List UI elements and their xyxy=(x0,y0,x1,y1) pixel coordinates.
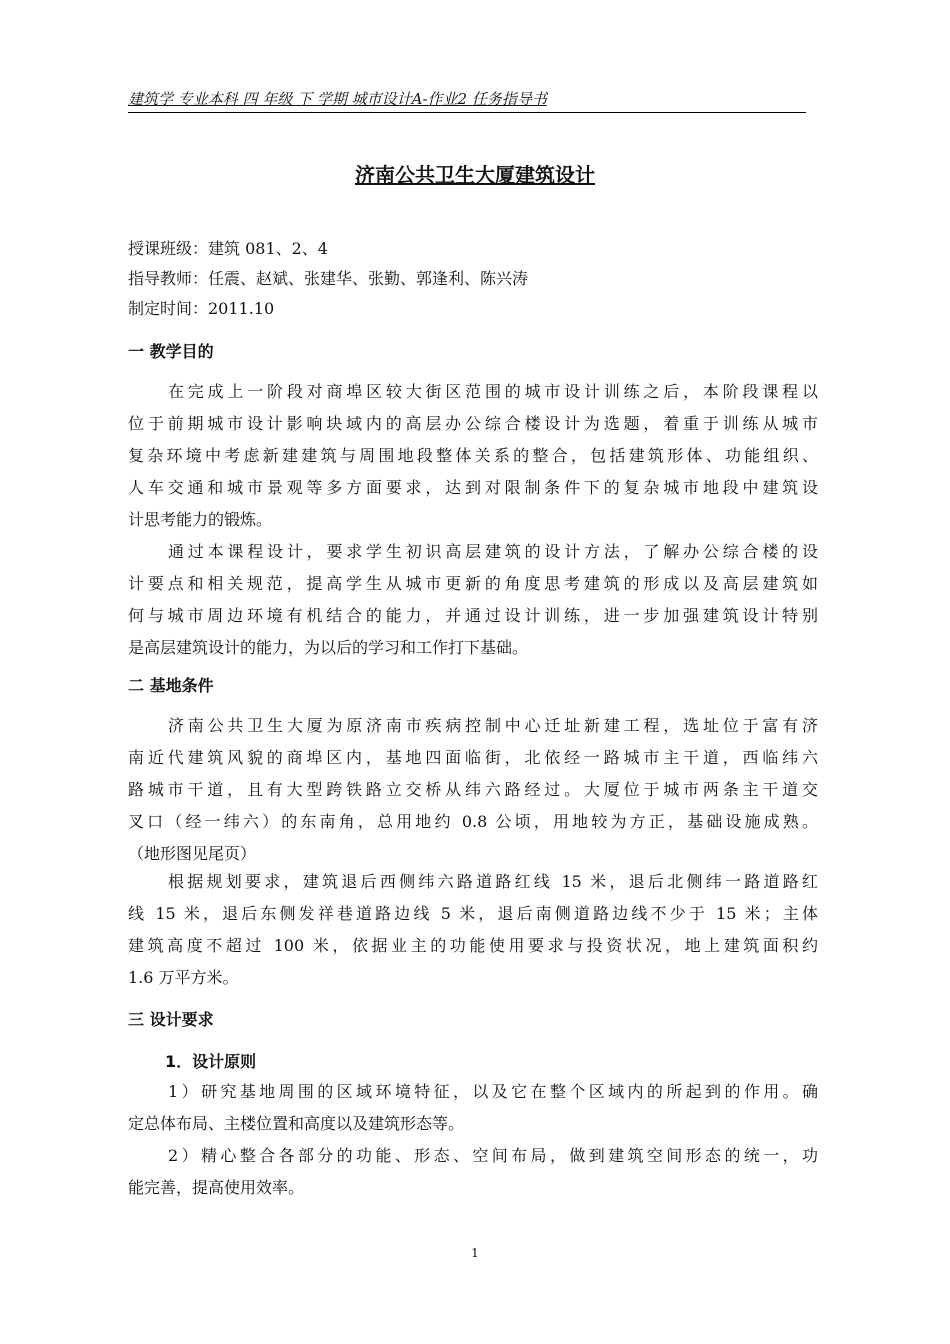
text-line: 1）研究基地周围的区域环境特征，以及它在整个区域内的所起到的作用。确 xyxy=(168,1082,818,1101)
paragraph-site-1 xyxy=(128,710,818,870)
text-line: 位于前期城市设计影响块域内的高层办公综合楼设计为选题，着重于训练从城市 xyxy=(128,414,818,433)
course-header-text: 建筑学 专业本科 四 年级 下 学期 城市设计A-作业2 任务指导书 xyxy=(128,90,547,108)
document-title-text: 济南公共卫生大厦建筑设计 xyxy=(355,163,595,187)
text-line: （地形图见尾页） xyxy=(128,844,257,863)
section-heading-teaching-goals: 一 教学目的 xyxy=(128,342,214,361)
text-line: 济南公共卫生大厦为原济南市疾病控制中心迁址新建工程，选址位于富有济 xyxy=(168,716,818,735)
meta-teachers: 指导教师：任震、赵斌、张建华、张勤、郭逢利、陈兴涛 xyxy=(128,269,529,288)
text-line: 在完成上一阶段对商埠区较大街区范围的城市设计训练之后，本阶段课程以 xyxy=(168,382,818,401)
course-header xyxy=(128,88,806,113)
paragraph-site-2 xyxy=(128,866,818,994)
page-number: 1 xyxy=(471,1246,479,1260)
text-line: 叉口（经一纬六）的东南角，总用地约 0.8 公顷，用地较为方正，基础设施成熟。 xyxy=(128,812,818,831)
section-heading-design-requirements: 三 设计要求 xyxy=(128,1010,214,1029)
text-line: 复杂环境中考虑新建建筑与周围地段整体关系的整合，包括建筑形体、功能组织、 xyxy=(128,446,818,465)
text-line: 1.6 万平方米。 xyxy=(128,968,239,987)
text-line: 能完善，提高使用效率。 xyxy=(128,1178,305,1197)
subheading-design-principles: 1．设计原则 xyxy=(165,1052,257,1071)
text-line: 计思考能力的锻炼。 xyxy=(128,510,273,529)
paragraph-principle-2 xyxy=(128,1140,818,1204)
text-line: 建筑高度不超过 100 米，依据业主的功能使用要求与投资状况，地上建筑面积约 xyxy=(128,936,818,955)
text-line: 南近代建筑风貌的商埠区内，基地四面临街，北依经一路城市主干道，西临纬六 xyxy=(128,748,818,767)
text-line: 是高层建筑设计的能力，为以后的学习和工作打下基础。 xyxy=(128,638,529,657)
text-line: 人车交通和城市景观等多方面要求，达到对限制条件下的复杂城市地段中建筑设 xyxy=(128,478,818,497)
text-line: 2）精心整合各部分的功能、形态、空间布局，做到建筑空间形态的统一，功 xyxy=(168,1146,818,1165)
text-line: 计要点和相关规范，提高学生从城市更新的角度思考建筑的形成以及高层建筑如 xyxy=(128,574,818,593)
section-heading-site-conditions: 二 基地条件 xyxy=(128,676,214,695)
text-line: 定总体布局、主楼位置和高度以及建筑形态等。 xyxy=(128,1114,465,1133)
text-line: 何与城市周边环境有机结合的能力，并通过设计训练，进一步加强建筑设计特别 xyxy=(128,606,818,625)
text-line: 线 15 米，退后东侧发祥巷道路边线 5 米，退后南侧道路边线不少于 15 米；主体 xyxy=(128,904,818,923)
text-line: 根据规划要求，建筑退后西侧纬六路道路红线 15 米，退后北侧纬一路道路红 xyxy=(168,872,818,891)
text-line: 路城市干道，且有大型跨铁路立交桥从纬六路经过。大厦位于城市两条主干道交 xyxy=(128,780,818,799)
meta-date: 制定时间：2011.10 xyxy=(128,299,275,318)
paragraph-teaching-goals-2 xyxy=(128,536,818,664)
paragraph-principle-1 xyxy=(128,1076,818,1140)
paragraph-teaching-goals-1 xyxy=(128,376,818,536)
document-title xyxy=(0,160,950,190)
meta-classes: 授课班级：建筑 081、2、4 xyxy=(128,239,328,258)
text-line: 通过本课程设计，要求学生初识高层建筑的设计方法，了解办公综合楼的设 xyxy=(168,542,818,561)
